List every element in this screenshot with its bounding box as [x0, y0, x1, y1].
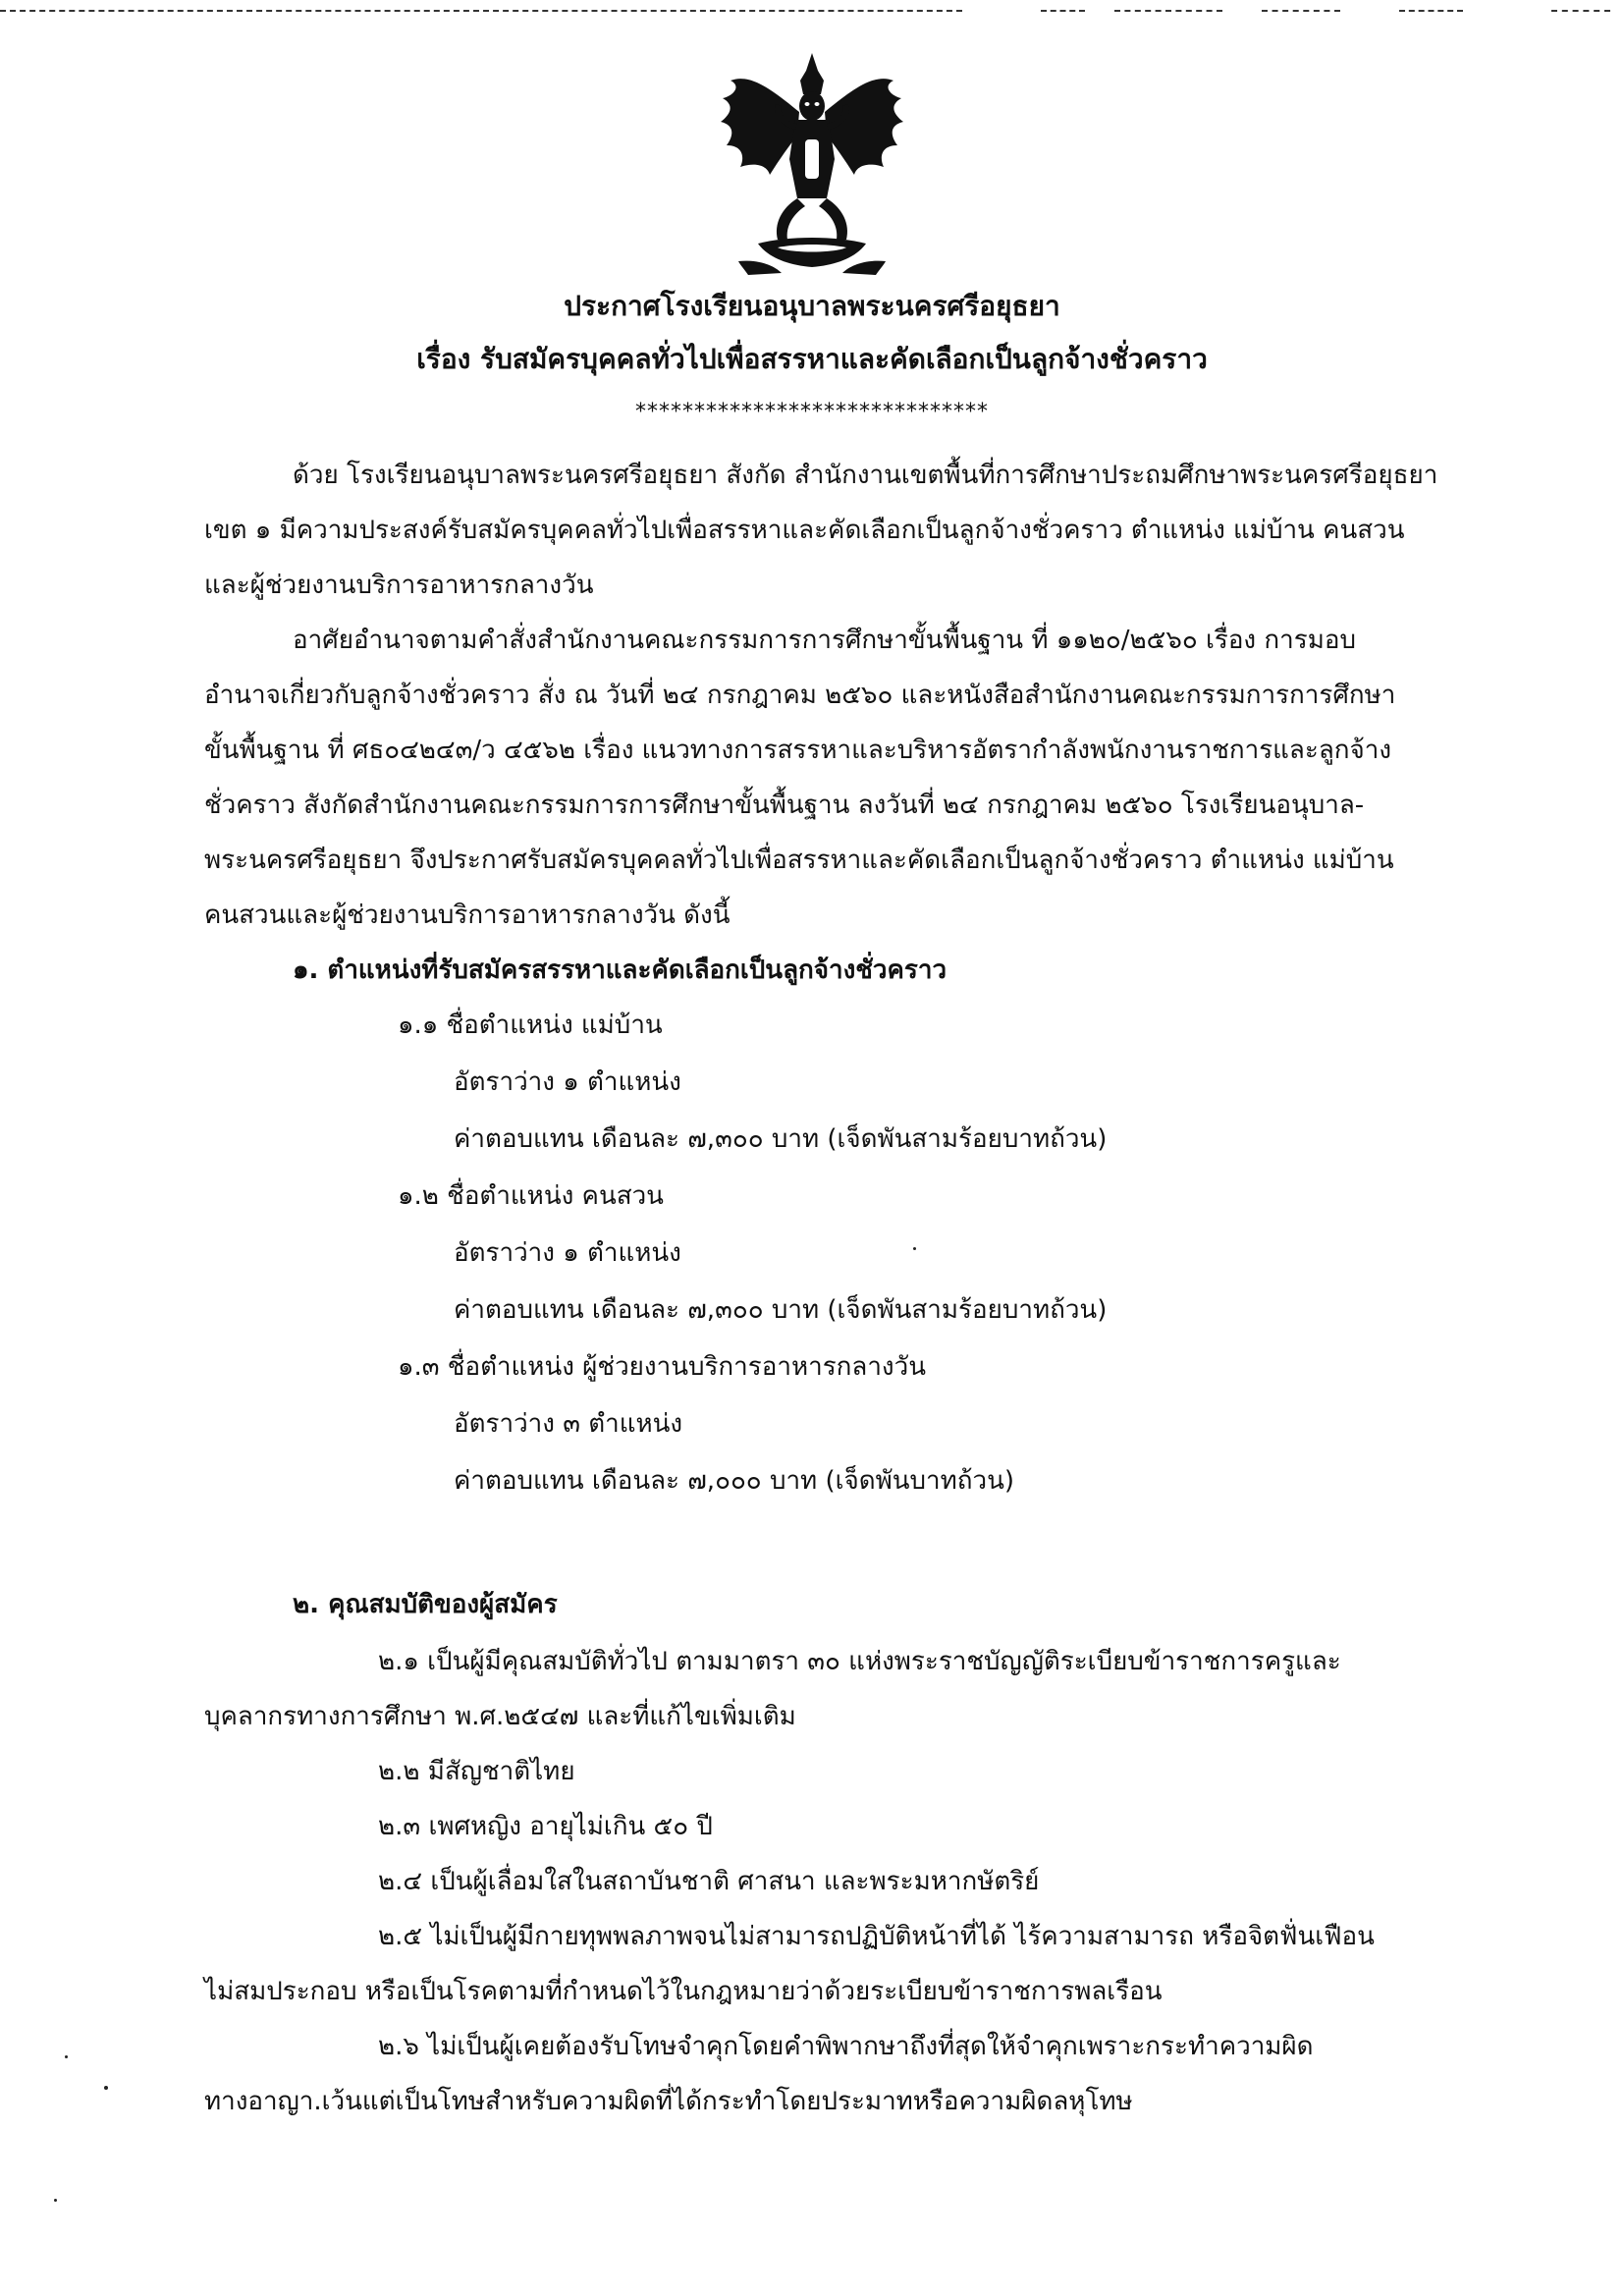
intro-p2-line: พระนครศรีอยุธยา จึงประกาศรับสมัครบุคคลทั่วไปเพื่อสรรหาและคัดเลือกเป็นลูกจ้างชั่วคราว ตำแหน่ง แม่บ้าน — [204, 846, 1394, 875]
scan-speck — [913, 1247, 916, 1250]
intro-p1-line: ด้วย โรงเรียนอนุบาลพระนครศรีอยุธยา สังกัด สำนักงานเขตพื้นที่การศึกษาประถมศึกษาพระนครศรีอยุธยา — [293, 461, 1438, 490]
intro-p2-line: คนสวนและผู้ช่วยงานบริการอาหารกลางวัน ดังนี้ — [204, 901, 731, 930]
position-salary: ค่าตอบแทน เดือนละ ๗,๓๐๐ บาท (เจ็ดพันสามร้อยบาทถ้วน) — [454, 1124, 1108, 1154]
scan-border-line — [1041, 10, 1085, 12]
scan-speck — [65, 2055, 68, 2058]
garuda-emblem-icon — [719, 51, 905, 277]
scan-border-line — [1399, 10, 1463, 12]
qualification-line: ๒.๔ เป็นผู้เลื่อมใสในสถาบันชาติ ศาสนา และพระมหากษัตริย์ — [378, 1867, 1040, 1896]
position-salary: ค่าตอบแทน เดือนละ ๗,๐๐๐ บาท (เจ็ดพันบาทถ้วน) — [454, 1466, 1015, 1496]
qualification-line: ๒.๑ เป็นผู้มีคุณสมบัติทั่วไป ตามมาตรา ๓๐ แห่งพระราชบัญญัติระเบียบข้าราชการครูและ — [378, 1647, 1341, 1676]
position-salary: ค่าตอบแทน เดือนละ ๗,๓๐๐ บาท (เจ็ดพันสามร้อยบาทถ้วน) — [454, 1295, 1108, 1325]
qualification-line: ๒.๓ เพศหญิง อายุไม่เกิน ๕๐ ปี — [378, 1812, 713, 1841]
section1-heading: ๑. ตำแหน่งที่รับสมัครสรรหาและคัดเลือกเป็นลูกจ้างชั่วคราว — [293, 956, 947, 985]
announcement-subject: เรื่อง รับสมัครบุคคลทั่วไปเพื่อสรรหาและคัดเลือกเป็นลูกจ้างชั่วคราว — [416, 343, 1208, 375]
position-name: ๑.๓ ชื่อตำแหน่ง ผู้ช่วยงานบริการอาหารกลางวัน — [398, 1352, 927, 1382]
intro-p1-line: เขต ๑ มีความประสงค์รับสมัครบุคคลทั่วไปเพื่อสรรหาและคัดเลือกเป็นลูกจ้างชั่วคราว ตำแหน่ง แม่บ้าน คนสวน — [204, 516, 1405, 545]
scan-speck — [54, 2199, 57, 2202]
intro-p2-line: อาศัยอำนาจตามคำสั่งสำนักงานคณะกรรมการการศึกษาขั้นพื้นฐาน ที่ ๑๑๒๐/๒๕๖๐ เรื่อง การมอบ — [293, 626, 1356, 655]
qualification-line: ๒.๖ ไม่เป็นผู้เคยต้องรับโทษจำคุกโดยคำพิพากษาถึงที่สุดให้จำคุกเพราะกระทำความผิด — [378, 2032, 1314, 2061]
scan-border-line — [1262, 10, 1340, 12]
intro-p1-line: และผู้ช่วยงานบริการอาหารกลางวัน — [204, 571, 594, 600]
position-name: ๑.๑ ชื่อตำแหน่ง แม่บ้าน — [398, 1011, 663, 1040]
qualification-line: ไม่สมประกอบ หรือเป็นโรคตามที่กำหนดไว้ในกฎหมายว่าด้วยระเบียบข้าราชการพลเรือน — [204, 1977, 1163, 2006]
qualification-line: ๒.๕ ไม่เป็นผู้มีกายทุพพลภาพจนไม่สามารถปฏิบัติหน้าที่ได้ ไร้ความสามารถ หรือจิตฟั่นเฟือน — [378, 1922, 1375, 1951]
qualification-line: ทางอาญา.เว้นแต่เป็นโทษสำหรับความผิดที่ได้กระทำโดยประมาทหรือความผิดลหุโทษ — [204, 2087, 1133, 2116]
scan-border-line — [0, 10, 962, 12]
qualification-line: บุคลากรทางการศึกษา พ.ศ.๒๕๔๗ และที่แก้ไขเพิ่มเติม — [204, 1702, 796, 1731]
separator-stars: ****************************** — [635, 400, 989, 424]
position-vacancy: อัตราว่าง ๑ ตำแหน่ง — [454, 1238, 681, 1268]
position-vacancy: อัตราว่าง ๑ ตำแหน่ง — [454, 1067, 681, 1097]
qualification-line: ๒.๒ มีสัญชาติไทย — [378, 1757, 575, 1786]
intro-p2-line: ชั่วคราว สังกัดสำนักงานคณะกรรมการการศึกษาขั้นพื้นฐาน ลงวันที่ ๒๔ กรกฎาคม ๒๕๖๐ โรงเรียนอนุบาล- — [204, 791, 1365, 820]
scan-border-line — [1114, 10, 1222, 12]
scan-border-line — [1551, 10, 1610, 12]
section2-heading: ๒. คุณสมบัติของผู้สมัคร — [293, 1590, 558, 1619]
position-vacancy: อัตราว่าง ๓ ตำแหน่ง — [454, 1409, 683, 1439]
position-name: ๑.๒ ชื่อตำแหน่ง คนสวน — [398, 1181, 664, 1211]
scan-speck — [104, 2086, 108, 2090]
announcement-title: ประกาศโรงเรียนอนุบาลพระนครศรีอยุธยา — [564, 290, 1060, 322]
intro-p2-line: อำนาจเกี่ยวกับลูกจ้างชั่วคราว สั่ง ณ วันที่ ๒๔ กรกฎาคม ๒๕๖๐ และหนังสือสำนักงานคณะกรรมการการศึกษา — [204, 681, 1396, 710]
intro-p2-line: ขั้นพื้นฐาน ที่ ศธ๐๔๒๔๓/ว ๔๕๖๒ เรื่อง แนวทางการสรรหาและบริหารอัตรากำลังพนักงานราชการและลูกจ้าง — [204, 736, 1392, 765]
